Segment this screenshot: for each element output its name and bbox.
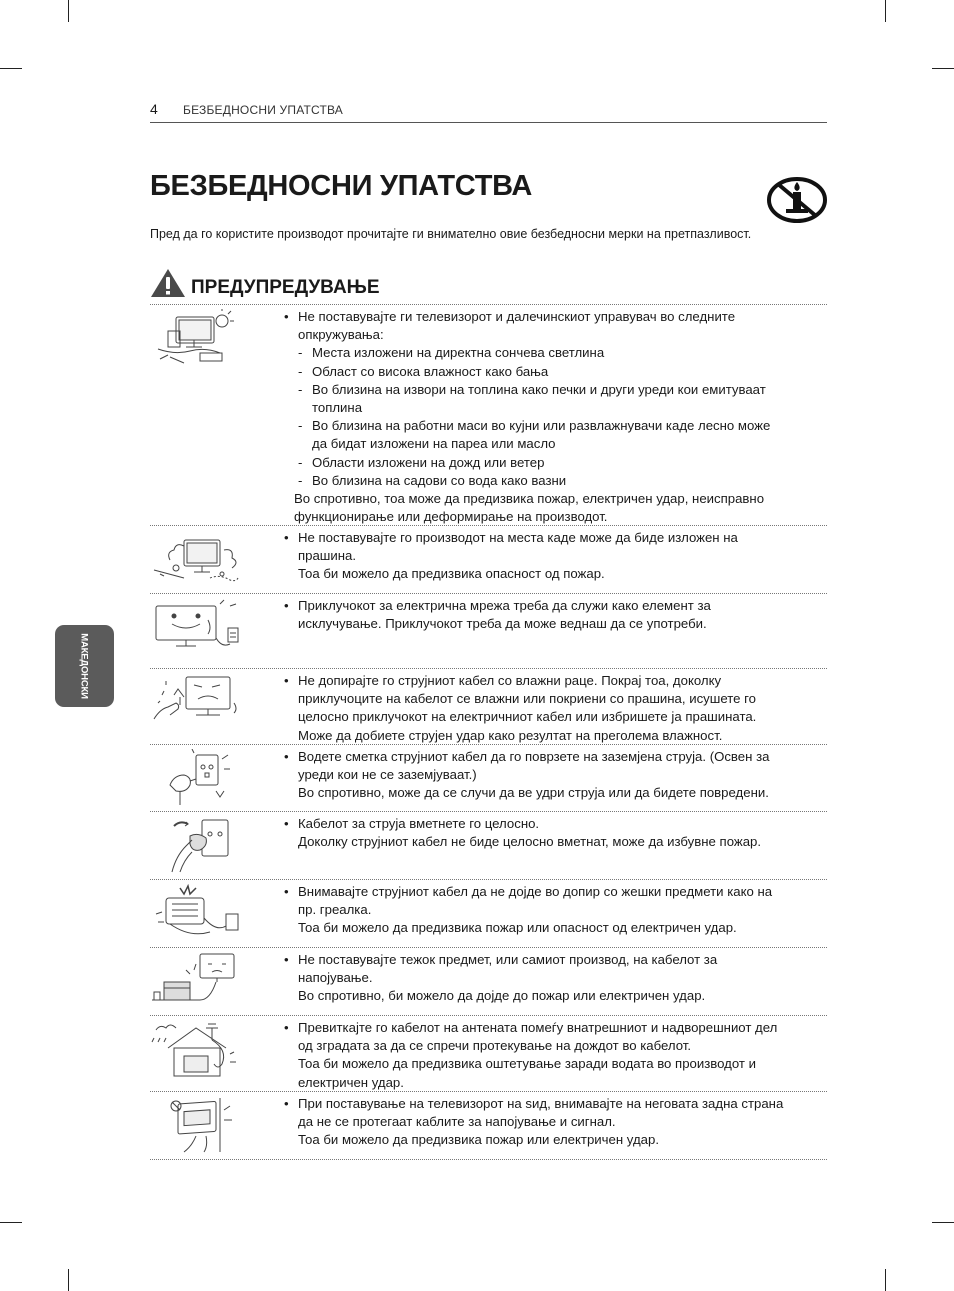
heavy-object-cable-illustration bbox=[150, 952, 240, 1010]
antenna-house-illustration bbox=[150, 1020, 240, 1078]
no-candle-icon bbox=[766, 176, 828, 224]
warning-row bbox=[150, 880, 827, 948]
crop-mark bbox=[885, 0, 886, 22]
bullet-line: • Превиткајте го кабелот на антената помеѓу внатрешниот и надворешниот дел bbox=[284, 1019, 827, 1037]
warning-row bbox=[150, 526, 827, 594]
wet-hands-illustration bbox=[150, 673, 240, 731]
text-line: Доколку струјниот кабел не биде целосно вметнат, може да избувне пожар. bbox=[298, 834, 762, 850]
text-line: напојување. bbox=[298, 970, 373, 986]
text-line: прашина. bbox=[298, 548, 357, 564]
crop-mark bbox=[68, 0, 69, 22]
sub-item-line: - Во близина на работни маси во кујни или развлажнувачи каде лесно може bbox=[284, 417, 827, 435]
text-line: опкружувања: bbox=[298, 327, 384, 343]
warning-text bbox=[284, 1016, 827, 1093]
warning-row bbox=[150, 812, 827, 880]
sub-item-line: - Област со висока влажност како бања bbox=[284, 363, 827, 381]
bullet-line: • Водете сметка струјниот кабел да го поврзете на заземјена струја. (Освен за bbox=[284, 748, 827, 766]
page-title: БЕЗБЕДНОСНИ УПАТСТВА bbox=[150, 170, 532, 202]
text-line: топлина bbox=[312, 400, 363, 416]
tv-plug-illustration bbox=[150, 598, 240, 656]
language-tab-label: МАКЕДОНСКИ bbox=[78, 633, 90, 699]
text-line: од зградата за да се спречи протекување на дождот во кабелот. bbox=[298, 1038, 692, 1054]
tv-sun-heat-illustration bbox=[150, 309, 240, 367]
warning-list bbox=[150, 304, 827, 1160]
text-line: Во спротивно, тоа може да предизвика пожар, електричен удар, неисправно bbox=[294, 491, 765, 507]
tv-dust-illustration bbox=[150, 530, 240, 588]
bullet-line: • Кабелот за струја вметнете го целосно. bbox=[284, 815, 827, 833]
crop-mark bbox=[68, 1269, 69, 1291]
bullet-line: • При поставување на телевизорот на sид, внимавајте на неговата задна страна bbox=[284, 1095, 827, 1113]
crop-mark bbox=[932, 1222, 954, 1223]
bullet-line: • Не допирајте го струјниот кабел со влажни раце. Покрај тоа, доколку bbox=[284, 672, 827, 690]
grounded-outlet-illustration bbox=[150, 749, 240, 807]
wall-mount-cable-illustration bbox=[150, 1096, 240, 1154]
bullet-line: • Приклучокот за електрична мрежа треба да служи како елемент за bbox=[284, 597, 827, 615]
text-line: Може да добиете струјен удар како резултат на преголема влажност. bbox=[298, 727, 723, 743]
warning-text bbox=[284, 669, 827, 746]
text-line: Тоа би можело да предизвика оштетување заради водата во производот и bbox=[298, 1056, 756, 1072]
text-line: да не се протегаат каблите за напојување и сигнал. bbox=[298, 1114, 616, 1130]
warning-label: ПРЕДУПРЕДУВАЊЕ bbox=[191, 277, 380, 298]
crop-mark bbox=[932, 68, 954, 69]
warning-row bbox=[150, 1092, 827, 1160]
insert-plug-illustration bbox=[150, 816, 240, 874]
warning-text bbox=[284, 880, 827, 939]
text-line: целосно приклучокот на електричниот кабел или избришете ја прашината. bbox=[298, 709, 757, 725]
text-line: исклучување. Приклучокот треба да може веднаш да се употреби. bbox=[298, 616, 707, 632]
text-line: пр. греалка. bbox=[298, 902, 372, 918]
warning-text bbox=[284, 948, 827, 1007]
text-line: приклучоците на кабелот се влажни или покриени со прашина, исушете го bbox=[298, 691, 756, 707]
text-line: да бидат изложени на пареа или масло bbox=[312, 436, 556, 452]
bullet-line: • Не поставувајте го производот на места каде може да биде изложен на bbox=[284, 529, 827, 547]
heater-cable-illustration bbox=[150, 884, 240, 942]
text-line: уреди кои не се заземјуваат.) bbox=[298, 767, 477, 783]
text-line: електричен удар. bbox=[298, 1074, 404, 1090]
language-tab bbox=[55, 625, 114, 707]
text-line: Тоа би можело да предизвика опасност од пожар. bbox=[298, 566, 605, 582]
bullet-line: • Не поставувајте ги телевизорот и далечинскиот управувач во следните bbox=[284, 308, 827, 326]
text-line: Тоа би можело да предизвика пожар или опасност од електричен удар. bbox=[298, 920, 737, 936]
bullet-line: • Внимавајте струјниот кабел да не дојде во допир со жешки предмети како на bbox=[284, 883, 827, 901]
crop-mark bbox=[885, 1269, 886, 1291]
running-title: БЕЗБЕДНОСНИ УПАТСТВА bbox=[183, 103, 344, 117]
warning-row bbox=[150, 1016, 827, 1092]
warning-text bbox=[284, 526, 827, 585]
text-line: Во спротивно, може да се случи да ве удри струја или да бидете повредени. bbox=[298, 785, 769, 801]
warning-row bbox=[150, 594, 827, 669]
text-line: Тоа би можело да предизвика пожар или електричен удар. bbox=[298, 1132, 659, 1148]
bullet-line: • Не поставувајте тежок предмет, или самиот производ, на кабелот за bbox=[284, 951, 827, 969]
warning-row bbox=[150, 305, 827, 526]
warning-text bbox=[284, 594, 827, 634]
intro-text: Пред да го користите производот прочитајте ги внимателно овие безбедносни мерки на претпазливост. bbox=[150, 227, 752, 241]
page-header bbox=[150, 101, 827, 123]
warning-text bbox=[284, 745, 827, 804]
sub-item-line: - Области изложени на дожд или ветер bbox=[284, 454, 827, 472]
sub-item-line: - Во близина на садови со вода како вазни bbox=[284, 472, 827, 490]
warning-text bbox=[284, 1092, 827, 1151]
warning-text bbox=[284, 812, 827, 852]
warning-triangle-icon bbox=[150, 268, 186, 298]
crop-mark bbox=[0, 1222, 22, 1223]
warning-row bbox=[150, 745, 827, 812]
warning-row bbox=[150, 669, 827, 745]
warning-text bbox=[284, 305, 827, 527]
page-number: 4 bbox=[150, 101, 158, 117]
text-line: функционирање или деформирање на производот. bbox=[294, 509, 608, 525]
crop-mark bbox=[0, 68, 22, 69]
sub-item-line: - Во близина на извори на топлина како печки и други уреди кои емитуваат bbox=[284, 381, 827, 399]
sub-item-line: - Места изложени на директна сончева светлина bbox=[284, 344, 827, 362]
warning-row bbox=[150, 948, 827, 1016]
text-line: Во спротивно, би можело да дојде до пожар или електричен удар. bbox=[298, 988, 706, 1004]
